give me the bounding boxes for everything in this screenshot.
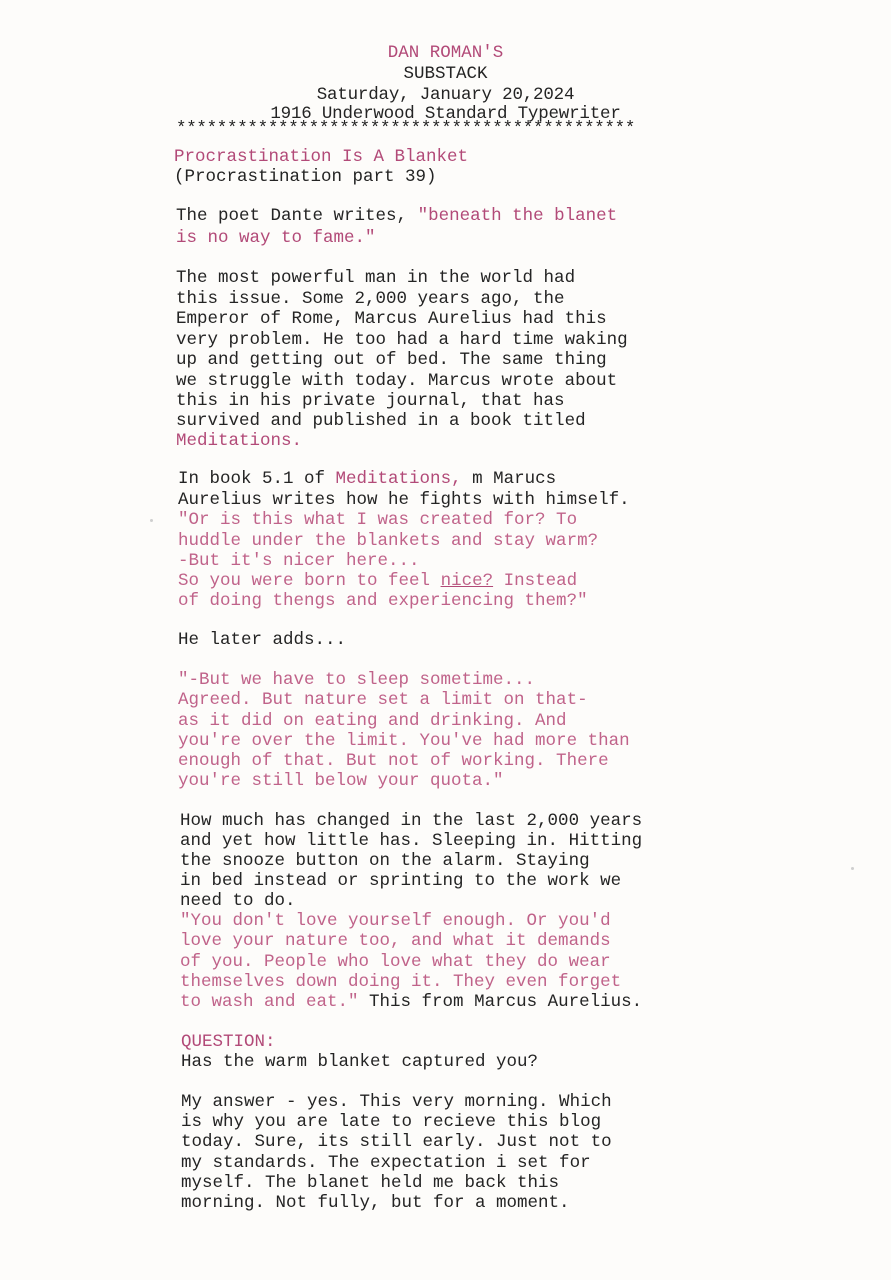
- dante-intro-line: [176, 206, 617, 226]
- header-date: Saturday, January 20,2024: [316, 85, 575, 105]
- para3-line: the snooze button on the alarm. Staying: [180, 851, 590, 871]
- para3-quote-line: themselves down doing it. They even forget: [180, 972, 622, 992]
- para2-quote-line4-prefix: So you were born to feel: [178, 571, 431, 591]
- quote2-line: Agreed. But nature set a limit on that-: [178, 690, 588, 710]
- quote2-line: enough of that. But not of working. There: [178, 751, 609, 771]
- header-title-line1: DAN ROMAN'S: [387, 43, 504, 63]
- para1-line: survived and published in a book titled: [176, 411, 586, 431]
- answer-line: my standards. The expectation i set for: [181, 1153, 591, 1173]
- article-subtitle: (Procrastination part 39): [174, 167, 437, 187]
- para1-line: this issue. Some 2,000 years ago, the: [176, 289, 565, 309]
- question-label: QUESTION:: [181, 1032, 276, 1052]
- article-title: Procrastination Is A Blanket: [174, 147, 469, 167]
- para3-quote-last: to wash and eat.": [180, 992, 359, 1012]
- quote2-line: "-But we have to sleep sometime...: [178, 670, 536, 690]
- quote2-line: as it did on eating and drinking. And: [178, 711, 567, 731]
- para1-line: we struggle with today. Marcus wrote about: [176, 371, 618, 391]
- later-adds: He later adds...: [178, 630, 347, 650]
- para1-book-title: Meditations.: [176, 431, 303, 451]
- para2-line1-suffix: m Marucs: [472, 469, 557, 489]
- header-rule: *********************************************: [176, 119, 636, 139]
- dante-intro: The poet Dante writes,: [176, 206, 408, 226]
- para1-line: up and getting out of bed. The same thing: [176, 350, 607, 370]
- para3-line: in bed instead or sprinting to the work we: [180, 871, 622, 891]
- para3-last-line: [180, 992, 642, 1012]
- paper-speck: [851, 867, 854, 870]
- dante-quote-part2: is no way to fame.": [176, 228, 376, 248]
- answer-line: myself. The blanet held me back this: [181, 1173, 560, 1193]
- question-text: Has the warm blanket captured you?: [181, 1052, 539, 1072]
- para2-quote-line: huddle under the blankets and stay warm?: [178, 531, 599, 551]
- para2-quote-line4: [178, 571, 577, 591]
- para2-book-title: Meditations,: [335, 469, 462, 489]
- para1-line: Emperor of Rome, Marcus Aurelius had this: [176, 309, 607, 329]
- para1-line: The most powerful man in the world had: [176, 268, 576, 288]
- para3-line: and yet how little has. Sleeping in. Hitting: [180, 831, 643, 851]
- paper-speck: [150, 519, 153, 522]
- answer-line: today. Sure, its still early. Just not to: [181, 1132, 612, 1152]
- para3-quote-line: of you. People who love what they do wear: [180, 952, 611, 972]
- para2-line1-prefix: In book 5.1 of: [178, 469, 326, 489]
- para3-attribution: This from Marcus Aurelius.: [369, 992, 643, 1012]
- answer-line: My answer - yes. This very morning. Which: [181, 1092, 612, 1112]
- para2-quote-line: of doing thengs and experiencing them?": [178, 591, 588, 611]
- dante-quote-part1: "beneath the blanet: [417, 206, 618, 226]
- para2-quote-line4-suffix: Instead: [503, 571, 578, 591]
- para3-quote-line: "You don't love yourself enough. Or you'd: [180, 911, 611, 931]
- quote2-line: you're still below your quota.": [178, 771, 504, 791]
- para2-quote-line: -But it's nicer here...: [178, 551, 420, 571]
- para3-quote-line: love your nature too, and what it demands: [180, 931, 611, 951]
- header-machine: 1916 Underwood Standard Typewriter: [270, 104, 621, 124]
- para2-line2: Aurelius writes how he fights with himself.: [178, 490, 630, 510]
- answer-line: morning. Not fully, but for a moment.: [181, 1193, 570, 1213]
- para2-line1: [178, 469, 556, 489]
- para3-line: How much has changed in the last 2,000 years: [180, 811, 643, 831]
- quote2-line: you're over the limit. You've had more than: [178, 731, 630, 751]
- para1-line: this in his private journal, that has: [176, 391, 565, 411]
- para2-underlined-word: nice?: [440, 571, 494, 591]
- para1-line: very problem. He too had a hard time waking: [176, 330, 628, 350]
- para2-quote-line: "Or is this what I was created for? To: [178, 510, 578, 530]
- header-title-line2: SUBSTACK: [403, 64, 488, 84]
- para3-line: need to do.: [180, 891, 296, 911]
- answer-line: is why you are late to recieve this blog: [181, 1112, 602, 1132]
